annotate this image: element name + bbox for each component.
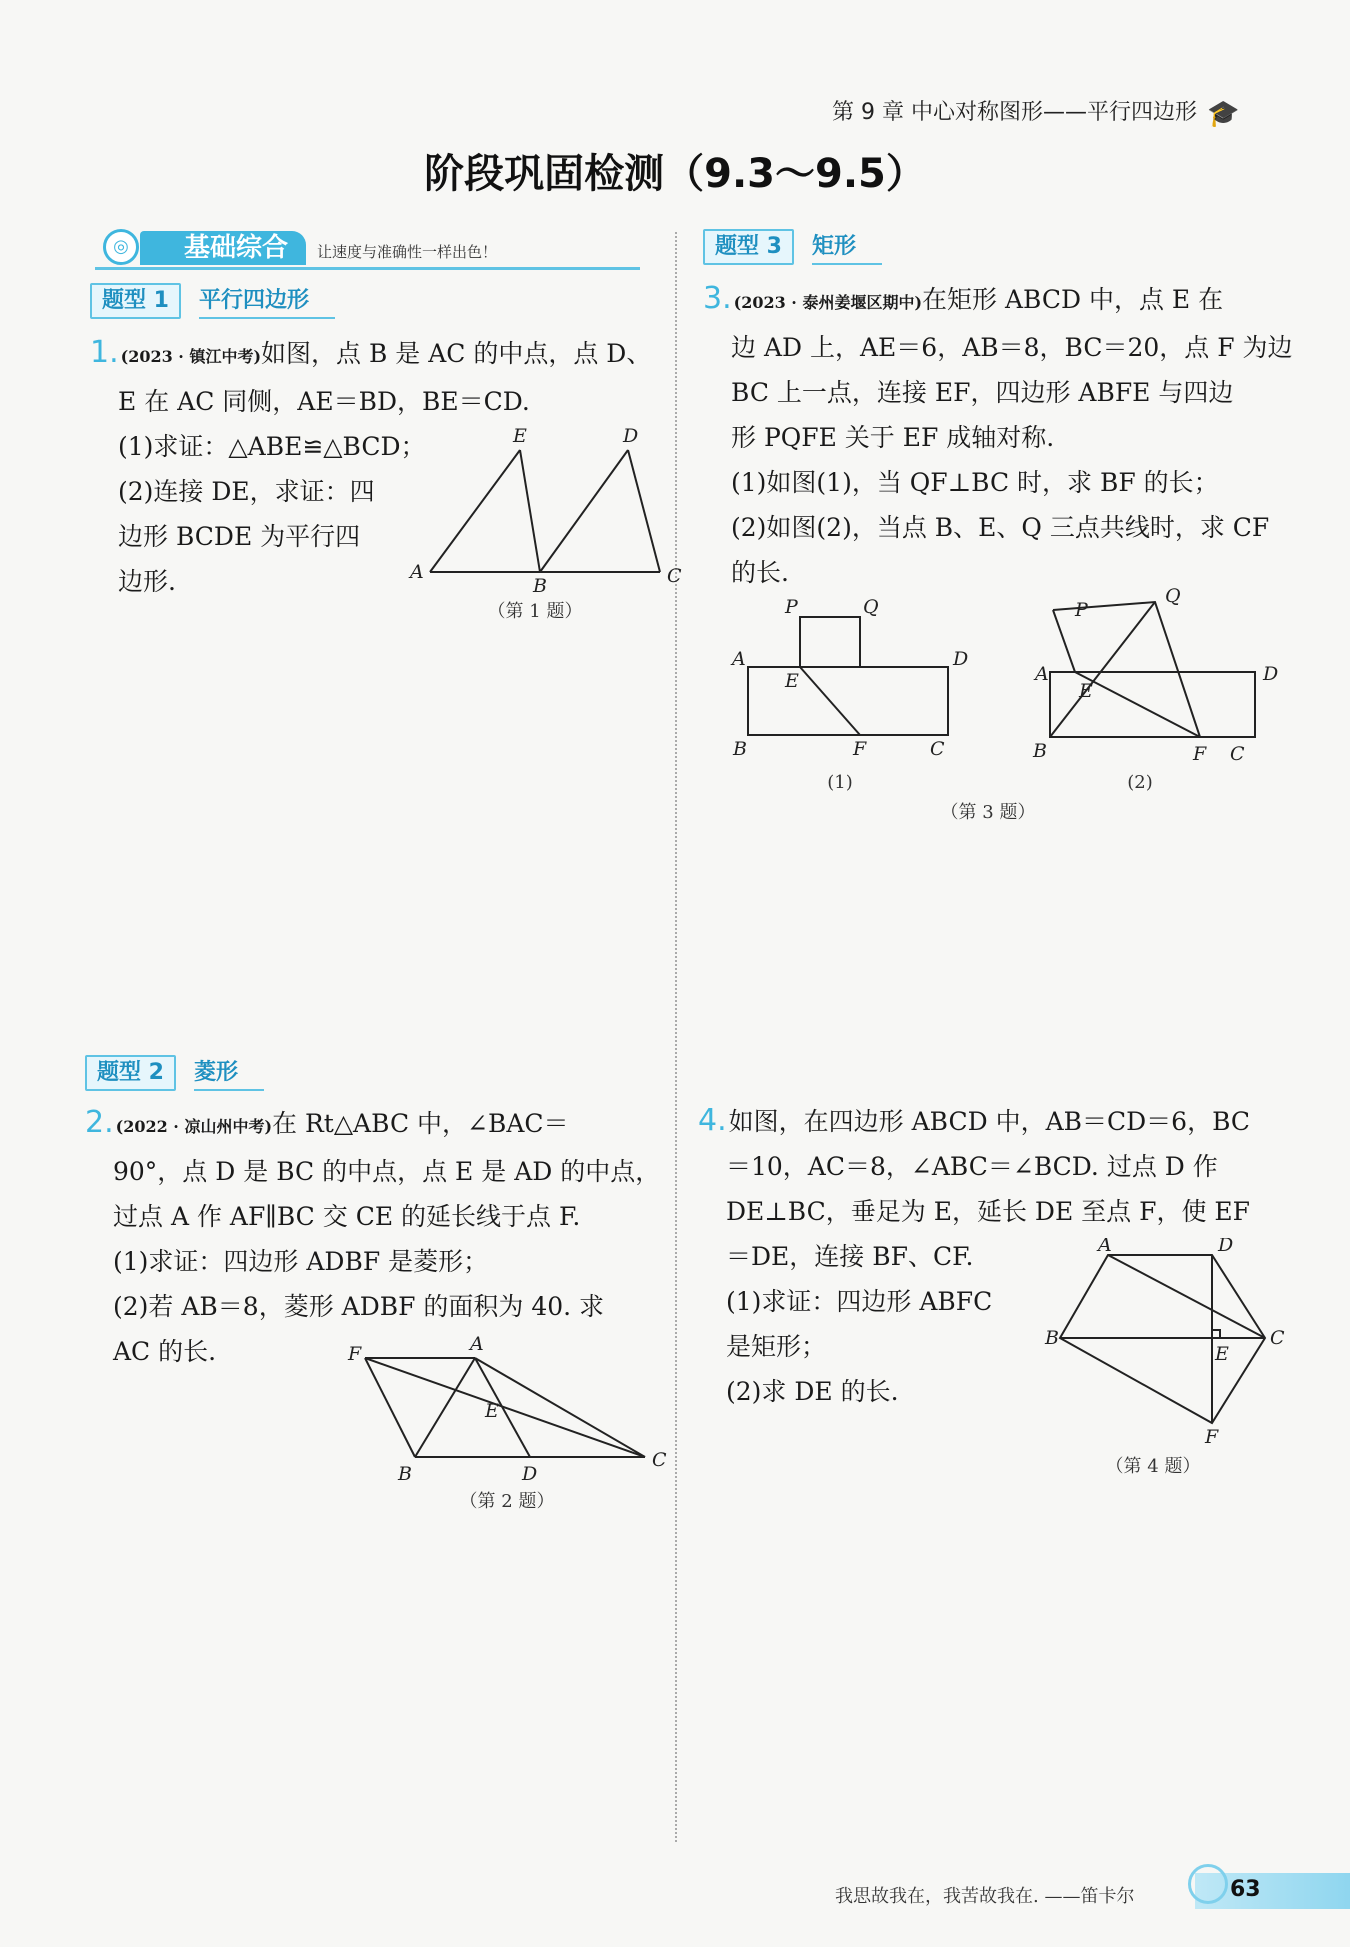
problem-text: (2)如图(2)，当点 B、E、Q 三点共线时，求 CF bbox=[731, 513, 1270, 542]
figure-3-2 bbox=[1025, 580, 1280, 765]
segment-bq bbox=[1050, 602, 1155, 737]
problem-text: (1)如图(1)，当 QF⊥BC 时，求 BF 的长； bbox=[731, 468, 1219, 497]
figure-4 bbox=[1040, 1238, 1290, 1453]
type-tag-1 bbox=[90, 283, 335, 315]
point-label: C bbox=[930, 738, 945, 760]
problem-source: (2022 · 凉山州中考) bbox=[115, 1117, 273, 1136]
segment-ab bbox=[415, 1358, 475, 1457]
right-angle-mark bbox=[1212, 1330, 1220, 1338]
type-tag-name: 矩形 bbox=[812, 231, 882, 265]
point-label: D bbox=[953, 648, 969, 670]
problem-text: E 在 AC 同侧，AE＝BD，BE＝CD. bbox=[118, 387, 530, 416]
rectangle-abcd bbox=[748, 667, 948, 735]
figure-3-1 bbox=[725, 595, 970, 765]
problem-3 bbox=[703, 276, 1303, 595]
segment-bd bbox=[540, 450, 628, 572]
figure-4-caption: （第 4 题） bbox=[1105, 1456, 1201, 1477]
figure-1 bbox=[405, 420, 690, 595]
figure-3-caption: （第 3 题） bbox=[940, 802, 1036, 823]
type-tag-name: 菱形 bbox=[194, 1057, 264, 1091]
section-banner bbox=[95, 229, 640, 270]
problem-text: 是矩形； bbox=[726, 1332, 827, 1361]
target-icon: ◎ bbox=[103, 229, 139, 265]
point-label: A bbox=[732, 648, 746, 670]
point-label: C bbox=[1270, 1327, 1285, 1349]
point-label: F bbox=[348, 1343, 362, 1365]
point-label: D bbox=[522, 1463, 538, 1485]
segment-ac bbox=[1108, 1255, 1265, 1338]
segment-ae bbox=[430, 450, 520, 572]
point-label: F bbox=[1193, 743, 1207, 765]
point-label: E bbox=[785, 670, 799, 692]
problem-text: 在 Rt△ABC 中，∠BAC＝ bbox=[272, 1109, 569, 1138]
point-label: B bbox=[733, 738, 747, 760]
type-tag-2 bbox=[85, 1055, 264, 1087]
problem-text: (1)求证：四边形 ADBF 是菱形； bbox=[113, 1247, 489, 1276]
problem-number: 2. bbox=[85, 1105, 114, 1140]
point-label: P bbox=[785, 596, 798, 618]
point-label: D bbox=[623, 425, 639, 447]
problem-text: ＝10，AC＝8，∠ABC＝∠BCD. 过点 D 作 bbox=[726, 1152, 1218, 1181]
problem-text: (1)求证：四边形 ABFC bbox=[726, 1287, 993, 1316]
figure-1-caption: （第 1 题） bbox=[487, 601, 583, 622]
footer-quote: 我思故我在，我苦故我在. ——笛卡尔 bbox=[835, 1886, 1135, 1907]
problem-source: (2023 · 镇江中考) bbox=[120, 347, 262, 366]
point-label: Q bbox=[863, 596, 879, 618]
problem-2 bbox=[85, 1100, 675, 1374]
point-label: B bbox=[1033, 740, 1047, 762]
problem-text: (1)求证：△ABE≌△BCD； bbox=[118, 432, 426, 461]
problem-text: (2)连接 DE，求证：四 bbox=[118, 477, 375, 506]
page-title: 阶段巩固检测（9.3～9.5） bbox=[424, 151, 926, 197]
problem-text: 边形 BCDE 为平行四 bbox=[118, 522, 361, 551]
point-label: A bbox=[1035, 663, 1049, 685]
point-label: B bbox=[398, 1463, 412, 1485]
problem-text: 如图，在四边形 ABCD 中，AB＝CD＝6，BC bbox=[728, 1107, 1251, 1136]
problem-text: ＝DE，连接 BF、CF. bbox=[726, 1242, 974, 1271]
page-number: 63 bbox=[1230, 1877, 1261, 1902]
problem-text: (2)求 DE 的长. bbox=[726, 1377, 899, 1406]
square-pqfe-top bbox=[800, 617, 860, 667]
figure-2-caption: （第 2 题） bbox=[459, 1491, 555, 1512]
segment-ef bbox=[800, 667, 860, 735]
problem-text: 边形. bbox=[118, 567, 176, 596]
point-label: F bbox=[1205, 1426, 1219, 1448]
point-label: E bbox=[513, 425, 527, 447]
problem-source: (2023 · 泰州姜堰区期中) bbox=[733, 293, 923, 312]
type-tag-label: 题型 1 bbox=[90, 283, 181, 319]
problem-text: BC 上一点，连接 EF，四边形 ABFE 与四边 bbox=[731, 378, 1234, 407]
point-label: A bbox=[1098, 1238, 1112, 1256]
point-label: A bbox=[410, 561, 424, 583]
problem-number: 1. bbox=[90, 335, 119, 370]
problem-text: 在矩形 ABCD 中，点 E 在 bbox=[922, 285, 1224, 314]
segment-ac bbox=[475, 1358, 645, 1457]
swirl-icon bbox=[1188, 1864, 1228, 1904]
figure-3-2-caption: (2) bbox=[1127, 772, 1153, 793]
problem-text: 如图，点 B 是 AC 的中点，点 D、 bbox=[261, 339, 652, 368]
figure-2 bbox=[340, 1335, 675, 1485]
type-tag-label: 题型 2 bbox=[85, 1055, 176, 1091]
problem-number: 4. bbox=[698, 1103, 727, 1138]
figure-3-1-caption: (1) bbox=[827, 772, 853, 793]
point-label: P bbox=[1075, 599, 1088, 621]
segment-eb bbox=[520, 450, 540, 572]
type-tag-name: 平行四边形 bbox=[199, 285, 335, 319]
chapter-title: 第 9 章 中心对称图形——平行四边形 bbox=[832, 100, 1197, 125]
point-label: C bbox=[652, 1449, 667, 1471]
problem-text: DE⊥BC，垂足为 E，延长 DE 至点 F，使 EF bbox=[726, 1197, 1250, 1226]
point-label: F bbox=[853, 738, 867, 760]
point-label: E bbox=[1079, 680, 1093, 702]
section-slogan: 让速度与准确性一样出色！ bbox=[317, 243, 498, 261]
segment-pe bbox=[1053, 610, 1075, 672]
type-tag-3 bbox=[703, 229, 882, 261]
type-tag-label: 题型 3 bbox=[703, 229, 794, 265]
point-label: C bbox=[1230, 743, 1245, 765]
problem-text: AC 的长. bbox=[113, 1337, 217, 1366]
problem-text: (2)若 AB＝8，菱形 ADBF 的面积为 40. 求 bbox=[113, 1292, 605, 1321]
point-label: D bbox=[1263, 663, 1279, 685]
section-label: 基础综合 bbox=[140, 231, 306, 265]
point-label: B bbox=[1045, 1327, 1059, 1349]
point-label: C bbox=[667, 565, 682, 587]
graduation-cap-icon: 🎓 bbox=[1206, 99, 1240, 129]
point-label: D bbox=[1218, 1238, 1234, 1256]
problem-text: 过点 A 作 AF∥BC 交 CE 的延长线于点 F. bbox=[113, 1202, 581, 1231]
segment-dc bbox=[628, 450, 660, 572]
problem-text: 形 PQFE 关于 EF 成轴对称. bbox=[731, 423, 1055, 452]
point-label: Q bbox=[1165, 585, 1181, 607]
point-label: E bbox=[1215, 1343, 1229, 1365]
problem-text: 的长. bbox=[731, 558, 789, 587]
point-label: B bbox=[533, 575, 547, 595]
problem-number: 3. bbox=[703, 281, 732, 316]
problem-text: 边 AD 上，AE＝6，AB＝8，BC＝20，点 F 为边 bbox=[731, 333, 1293, 362]
point-label: E bbox=[485, 1400, 499, 1422]
chapter-header bbox=[832, 95, 1239, 129]
point-label: A bbox=[470, 1335, 484, 1355]
problem-text: 90°，点 D 是 BC 的中点，点 E 是 AD 的中点， bbox=[113, 1157, 661, 1186]
